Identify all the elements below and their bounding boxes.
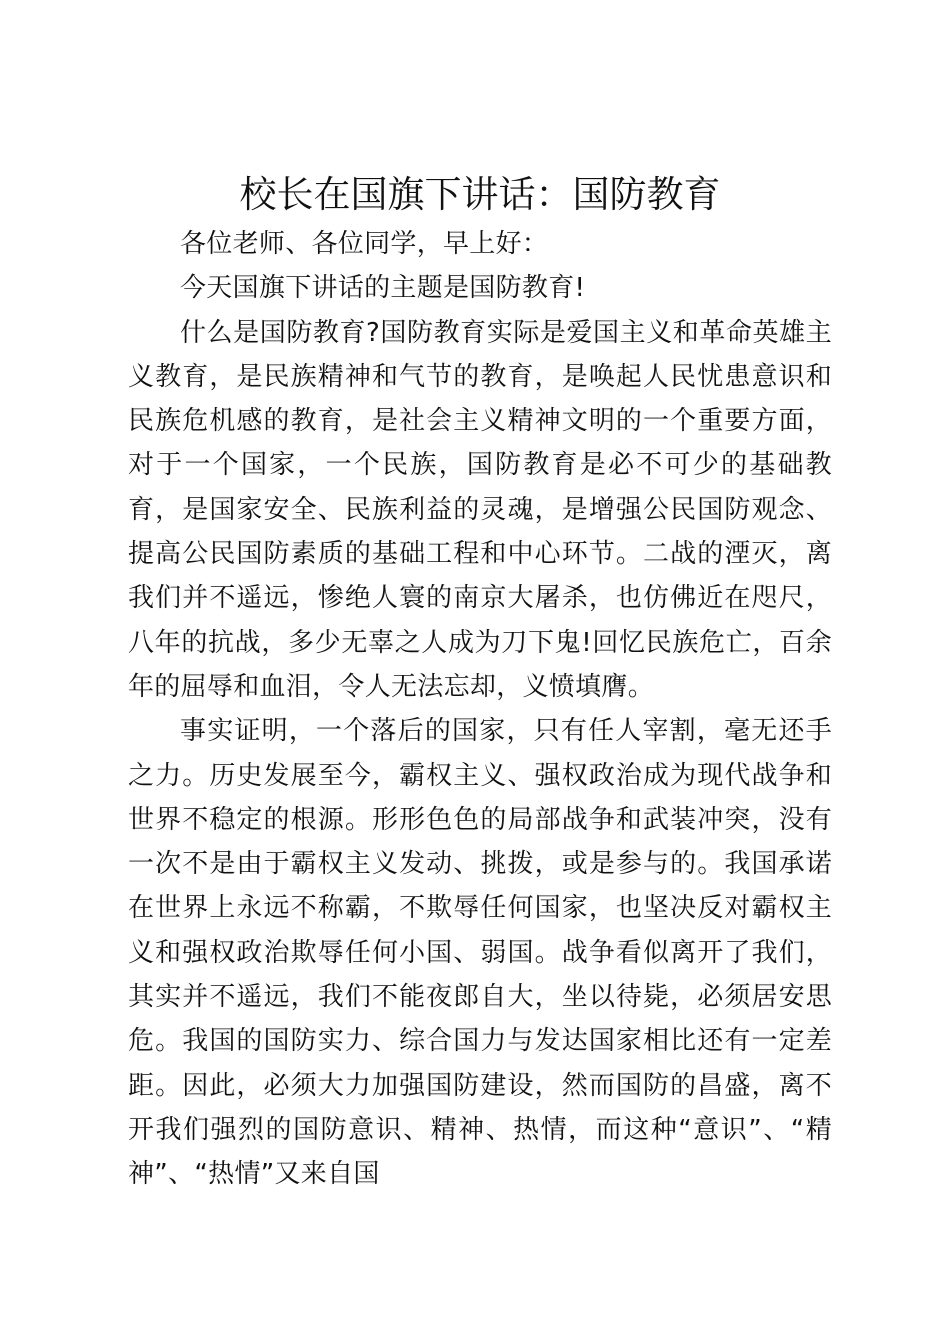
document-body (128, 222, 832, 1197)
document-title: 校长在国旗下讲话：国防教育 (239, 173, 721, 216)
topic-paragraph: 今天国旗下讲话的主题是国防教育! (180, 273, 586, 304)
body-paragraph-2: 事实证明，一个落后的国家，只有任人宰割，毫无还手之力。历史发展至今，霸权主义、强权政治成为现代战争和世界不稳定的根源。形形色色的局部战争和武装冲突，没有一次不是由于霸权主义发动、挑拨，或是参与的。我国承诺在世界上永远不称霸，不欺辱任何国家，也坚决反对霸权主义和强权政治欺辱任何小国、弱国。战争看似离开了我们，其实并不遥远，我们不能夜郎自大，坐以待毙，必须居安思危。我国的国防实力、综合国力与发达国家相比还有一定差距。因此，必须大力加强国防建设，然而国防的昌盛，离不开我们强烈的国防意识、精神、热情，而这种“意识”、“精神”、“热情”又来自国 (128, 716, 832, 1190)
greeting-paragraph: 各位老师、各位同学，早上好： (180, 229, 549, 259)
body-paragraph-1: 什么是国防教育?国防教育实际是爱国主义和革命英雄主义教育，是民族精神和气节的教育，是唤起人民忧患意识和民族危机感的教育，是社会主义精神文明的一个重要方面，对于一个国家，一个民族，国防教育是必不可少的基础教育，是国家安全、民族利益的灵魂，是增强公民国防观念、提高公民国防素质的基础工程和中心环节。二战的湮灭，离我们并不遥远，惨绝人寰的南京大屠杀，也仿佛近在咫尺，八年的抗战，多少无辜之人成为刀下鬼!回忆民族危亡，百余年的屈辱和血泪，令人无法忘却，义愤填膺。 (128, 317, 832, 702)
